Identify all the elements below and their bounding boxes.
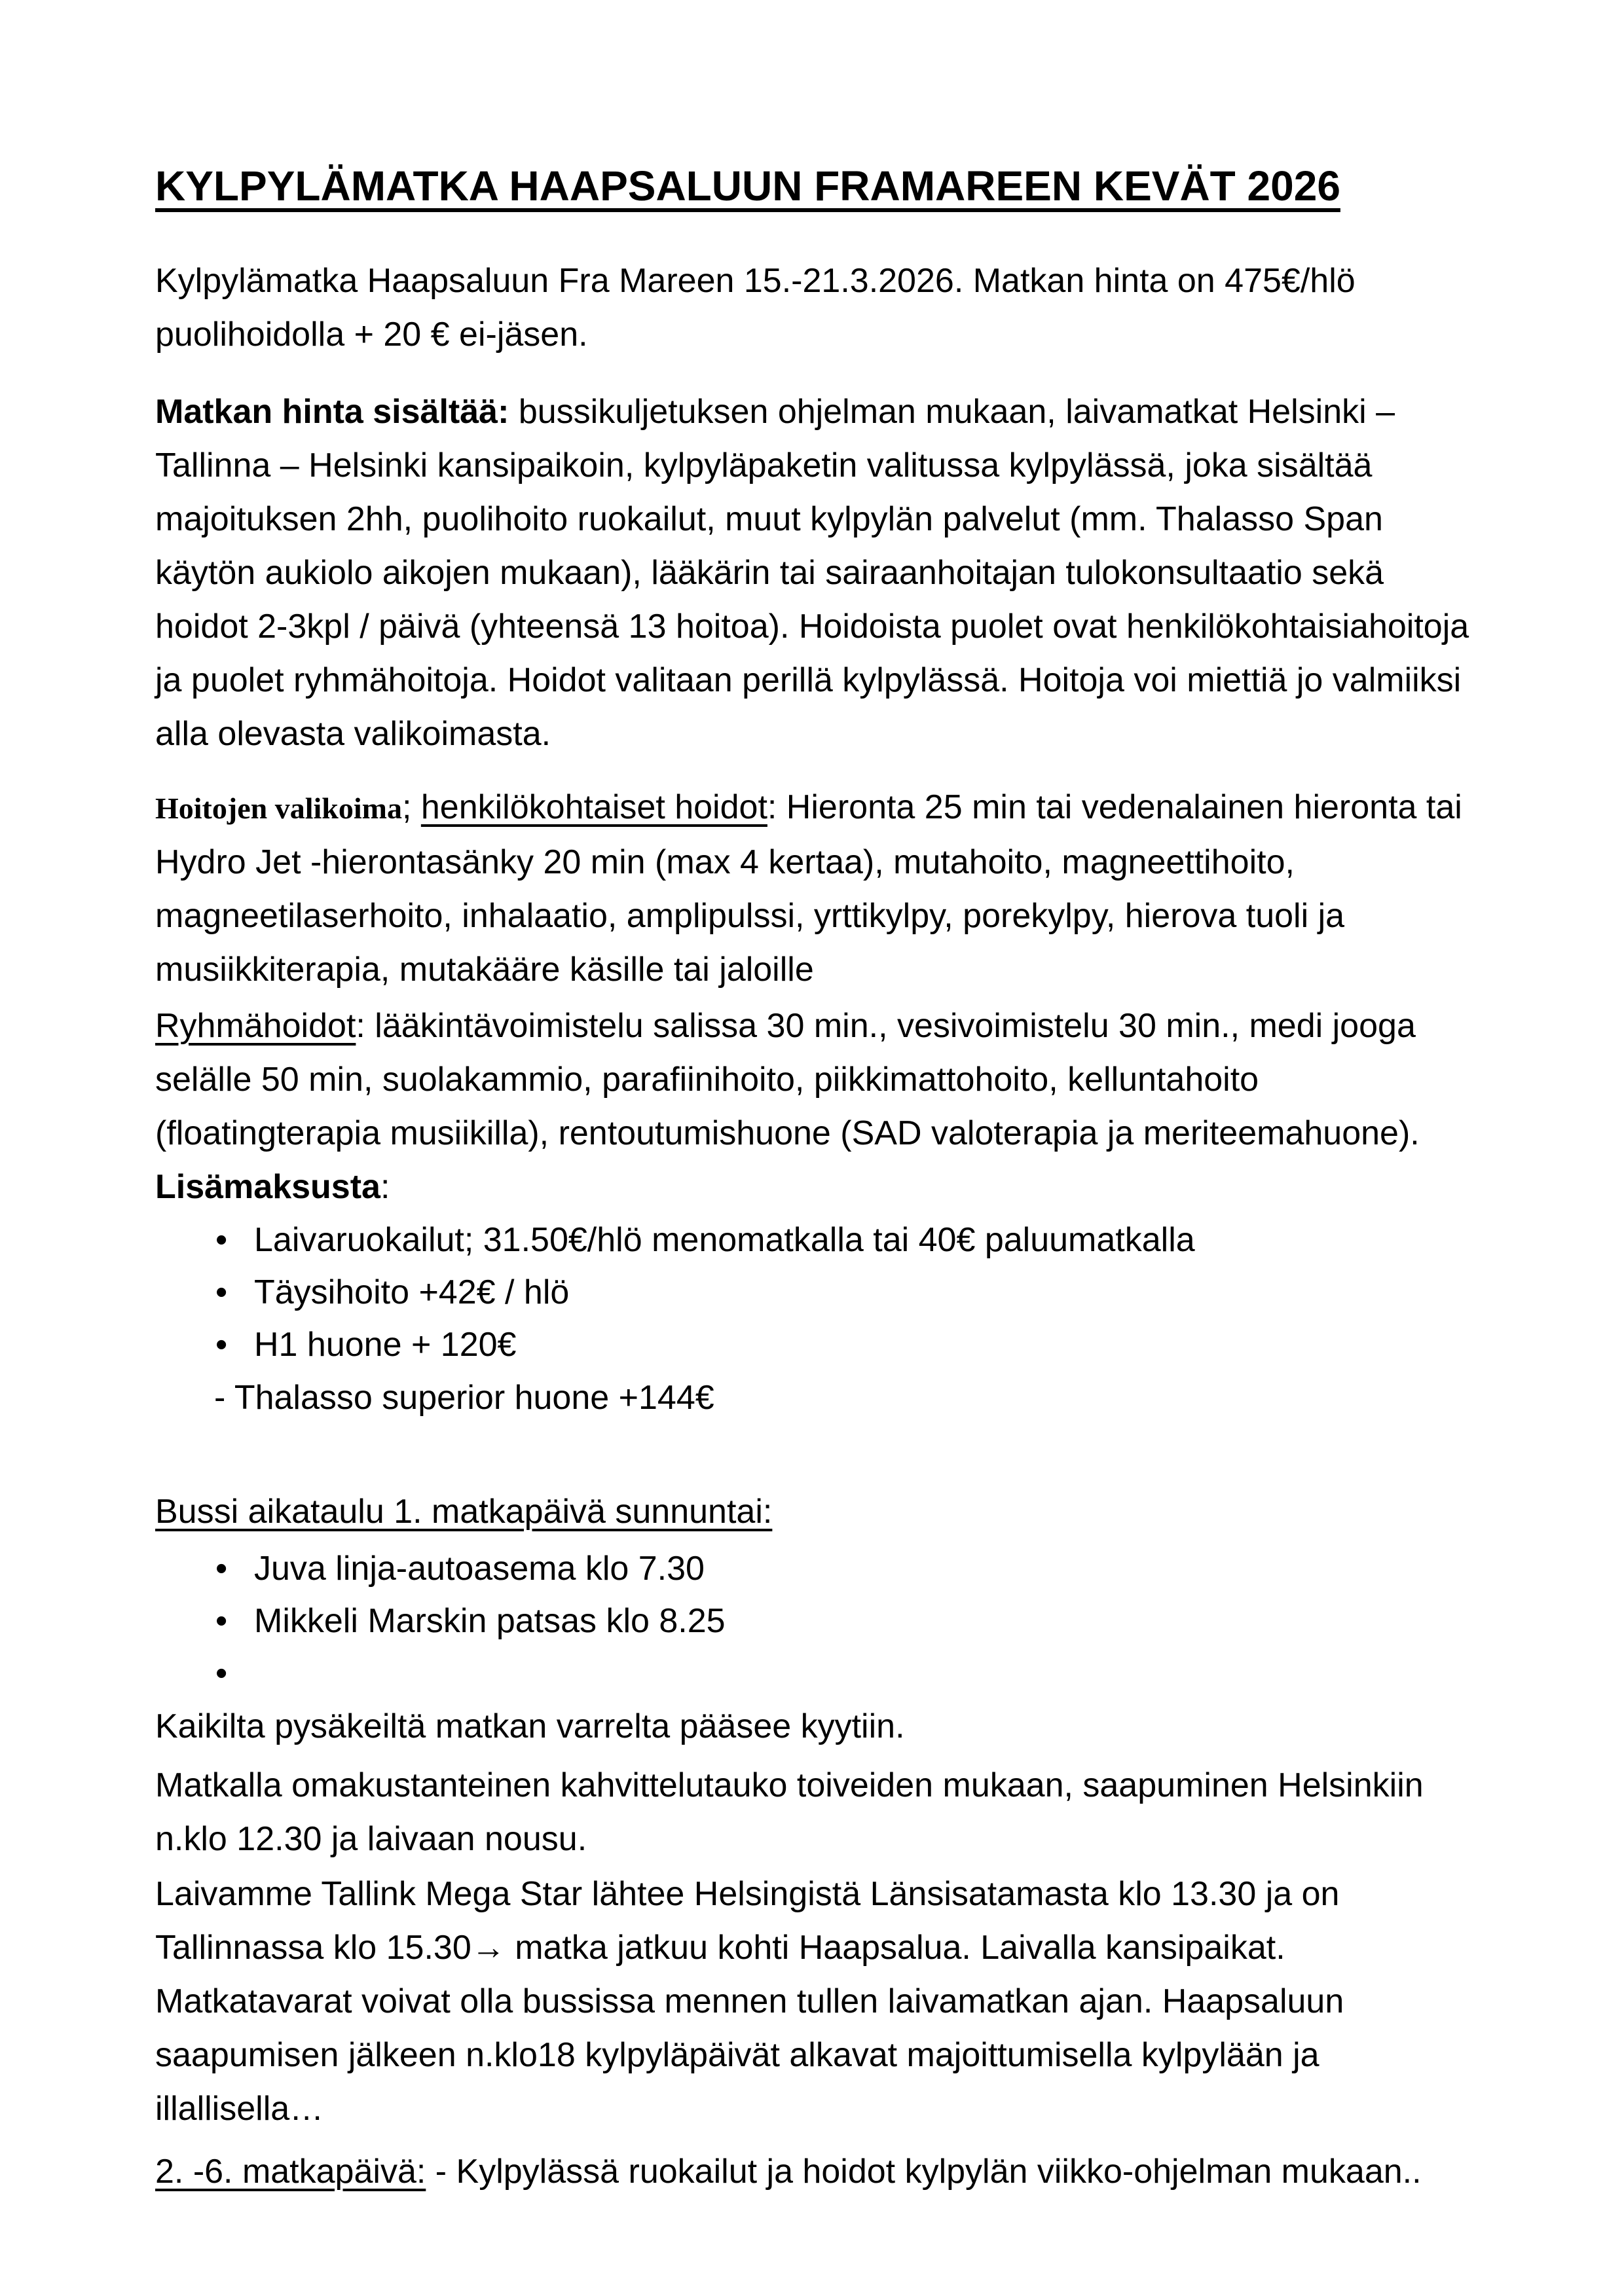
- days-2-6-lead: 2. -6. matkapäivä:: [155, 2153, 426, 2191]
- treatments-lead: Hoitojen valikoima: [155, 792, 402, 825]
- list-item: [155, 1266, 1471, 1319]
- surcharge-item-text: Täysihoito +42€ / hlö: [254, 1273, 570, 1311]
- group-treatments-paragraph: [155, 999, 1471, 1160]
- pickup-note-paragraph: Kaikilta pysäkeiltä matkan varrelta pääsee kyytiin.: [155, 1707, 905, 1745]
- bus-stop-text: Mikkeli Marskin patsas klo 8.25: [254, 1602, 726, 1640]
- treatments-separator: ;: [401, 788, 421, 826]
- page-title: KYLPYLÄMATKA HAAPSALUUN FRAMAREEN KEVÄT 2026: [155, 162, 1340, 210]
- ferry-info-paragraph: Laivamme Tallink Mega Star lähtee Helsingistä Länsisatamasta klo 13.30 ja on Tallinnassa klo 15.30→ matka jatkuu kohti Haapsalua. Laivalla kansipaikat. Matkatavarat voivat olla bussissa mennen tullen laivamatkan ajan. Haapsaluun saapumisen jälkeen n.klo18 kylpyläpäivät alkavat majoittumisella kylpylään ja illallisella…: [155, 1875, 1344, 2128]
- intro-paragraph: Kylpylämatka Haapsaluun Fra Mareen 15.-21.3.2026. Matkan hinta on 475€/hlö puolihoidolla + 20 € ei-jäsen.: [155, 262, 1356, 354]
- personal-treatments-text: : Hieronta 25 min tai vedenalainen hieronta tai Hydro Jet -hierontasänky 20 min (max 4 kertaa), mutahoito, magneettihoito, magneetilaserhoito, inhalaatio, amplipulssi, yrttikylpy, porekylpy, hierova tuoli ja musiikkiterapia, mutakääre käsille tai jaloille: [155, 788, 1462, 989]
- surcharges-list: [155, 1214, 1471, 1371]
- bus-stops-list: [155, 1542, 1471, 1700]
- days-2-6-text: - Kylpylässä ruokailut ja hoidot kylpylän viikko-ohjelman mukaan..: [426, 2153, 1422, 2191]
- list-item: [155, 1319, 1471, 1371]
- price-includes-lead: Matkan hinta sisältää:: [155, 393, 509, 431]
- surcharges-lead: Lisämaksusta: [155, 1168, 380, 1206]
- group-treatments-text: : lääkintävoimistelu salissa 30 min., vesivoimistelu 30 min., medi jooga selälle 50 min, suolakammio, parafiinihoito, piikkimattohoito, kelluntahoito (floatingterapia musiikilla), rentoutumishuone (SAD valoterapia ja meriteemahuone).: [155, 1007, 1420, 1152]
- list-item: [155, 1595, 1471, 1647]
- list-item: [155, 1647, 1471, 1700]
- surcharges-colon: :: [380, 1168, 390, 1206]
- surcharges-heading: [155, 1160, 1471, 1214]
- bus-schedule-heading-text: Bussi aikataulu 1. matkapäivä sunnuntai:: [155, 1493, 773, 1531]
- days-2-6-paragraph: [155, 2145, 1471, 2198]
- bus-stop-text: Juva linja-autoasema klo 7.30: [254, 1550, 705, 1588]
- travel-day1-paragraph: Matkalla omakustanteinen kahvittelutauko toiveiden mukaan, saapuminen Helsinkiin n.klo 12.30 ja laivaan nousu.: [155, 1766, 1424, 1858]
- thalasso-superior-line: - Thalasso superior huone +144€: [214, 1379, 714, 1417]
- personal-treatments-label: henkilökohtaiset hoidot: [420, 788, 767, 826]
- list-item: [155, 1542, 1471, 1595]
- price-includes-text: bussikuljetuksen ohjelman mukaan, laivamatkat Helsinki – Tallinna – Helsinki kansipaikoin, kylpyläpaketin valitussa kylpylässä, joka sisältää majoituksen 2hh, puolihoito ruokailut, muut kylpylän palvelut (mm. Thalasso Span käytön aukiolo aikojen mukaan), lääkärin tai sairaanhoitajan tulokonsultaatio sekä hoidot 2-3kpl / päivä (yhteensä 13 hoitoa). Hoidoista puolet ovat henkilökohtaisiahoitoja ja puolet ryhmähoitoja. Hoidot valitaan perillä kylpylässä. Hoitoja voi miettiä jo valmiiksi alla olevasta valikoimasta.: [155, 393, 1469, 753]
- surcharge-item-text: Laivaruokailut; 31.50€/hlö menomatkalla tai 40€ paluumatkalla: [254, 1221, 1195, 1259]
- surcharge-item-text: H1 huone + 120€: [254, 1326, 517, 1364]
- list-item: [155, 1214, 1471, 1266]
- price-includes-paragraph: [155, 385, 1471, 761]
- bus-schedule-heading: [155, 1485, 1471, 1539]
- group-treatments-label: Ryhmähoidot: [155, 1007, 356, 1045]
- personal-treatments-paragraph: [155, 780, 1471, 996]
